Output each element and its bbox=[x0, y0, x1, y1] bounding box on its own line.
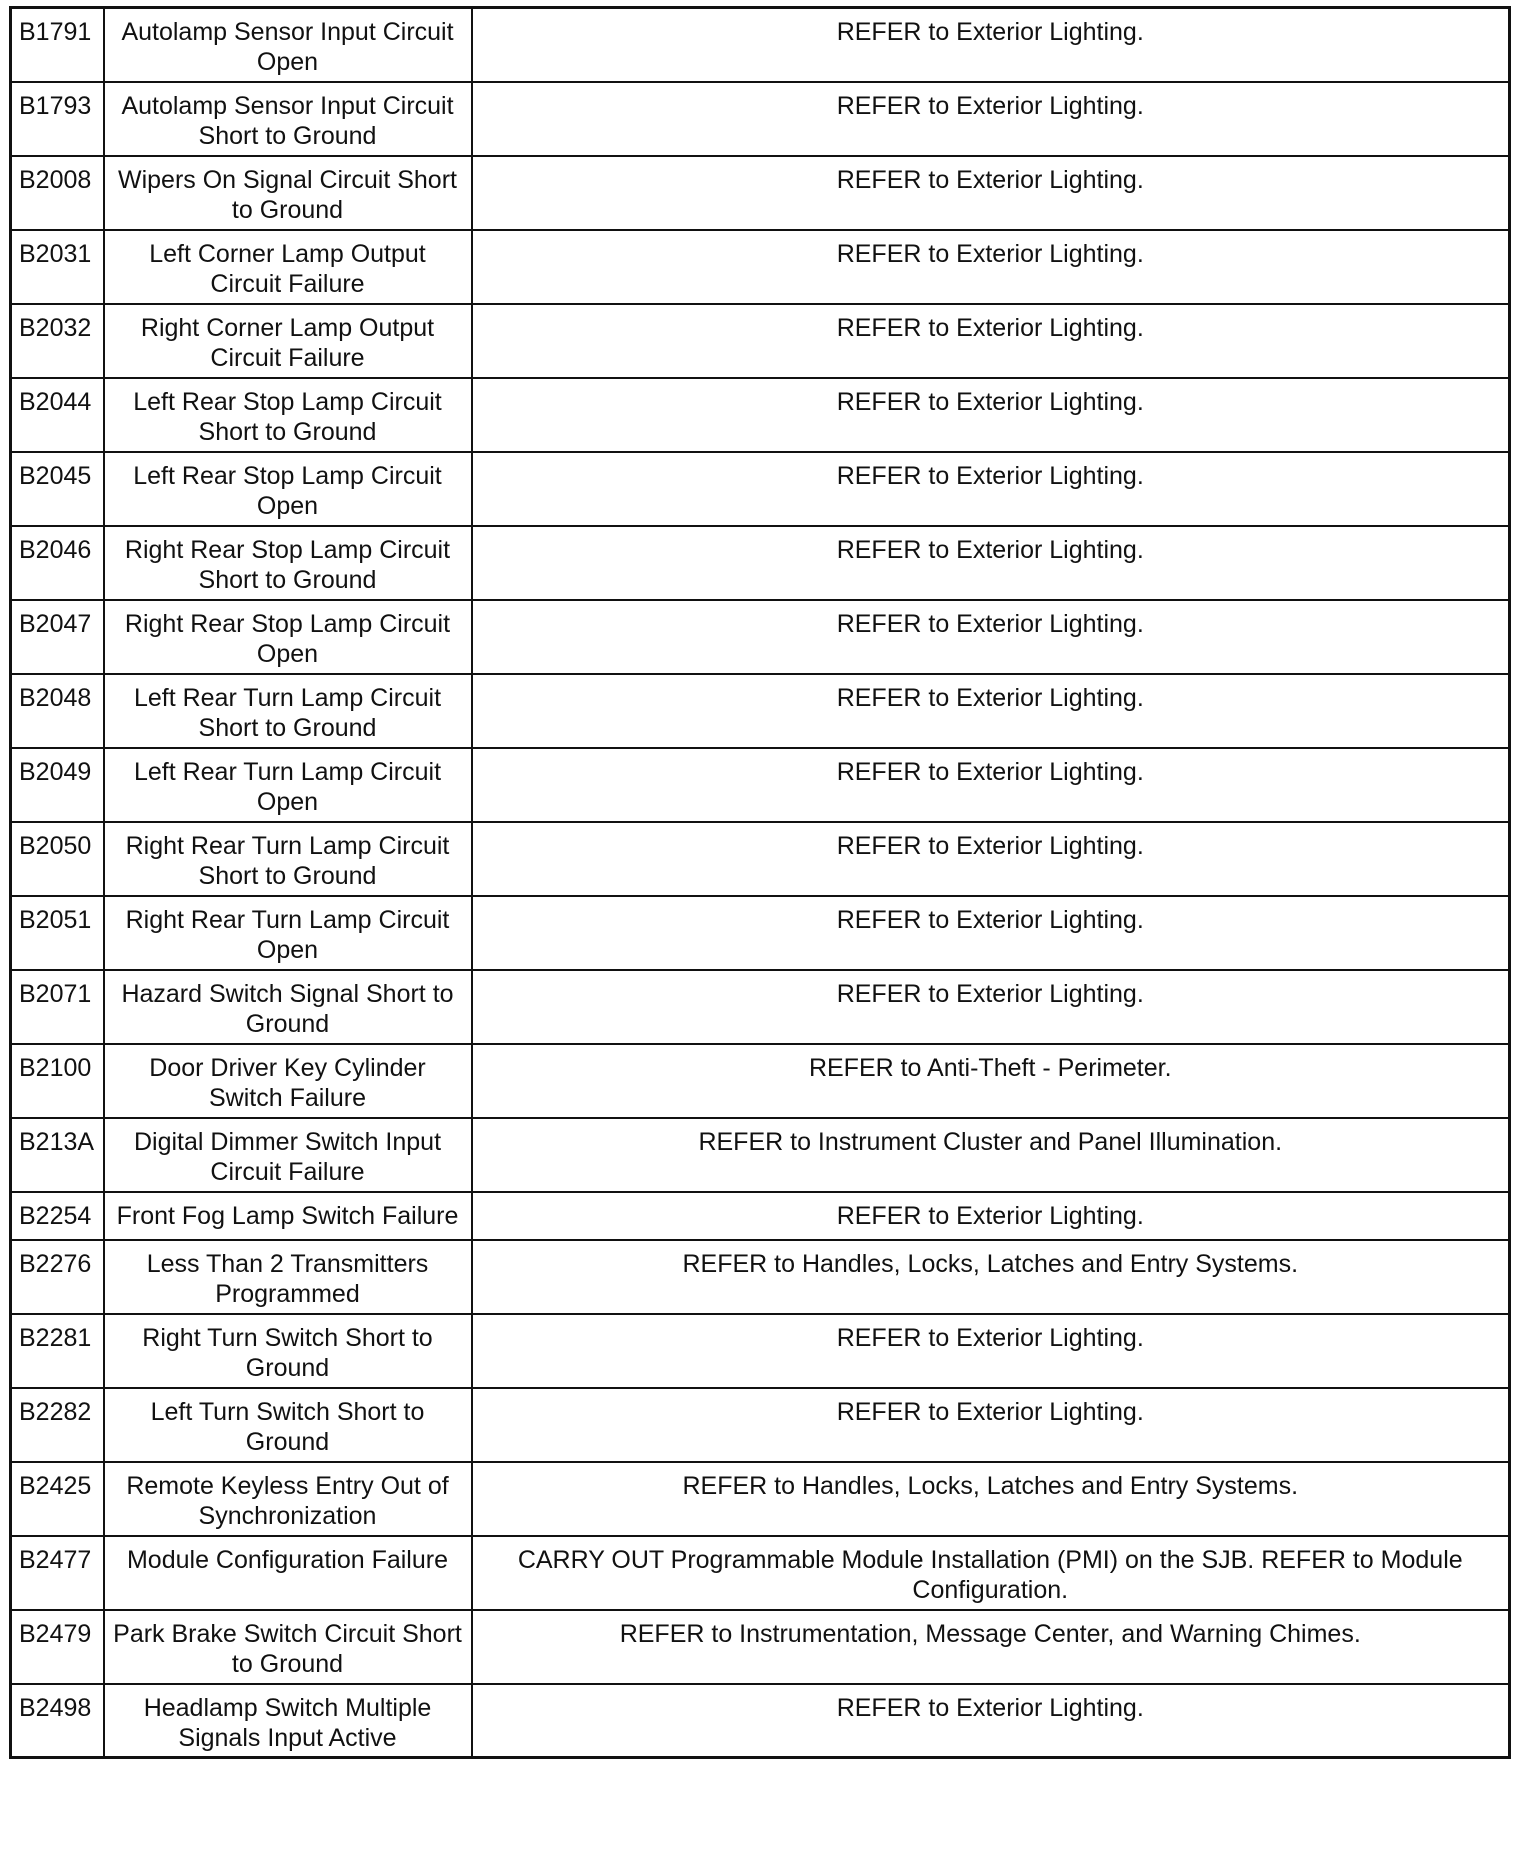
table-row bbox=[11, 896, 1510, 970]
dtc-description-cell: Digital Dimmer Switch Input Circuit Failure bbox=[104, 1118, 472, 1192]
table-row bbox=[11, 1314, 1510, 1388]
dtc-description-cell: Left Rear Stop Lamp Circuit Open bbox=[104, 452, 472, 526]
dtc-action-cell: REFER to Exterior Lighting. bbox=[472, 156, 1510, 230]
dtc-action-cell: REFER to Exterior Lighting. bbox=[472, 452, 1510, 526]
table-row bbox=[11, 526, 1510, 600]
dtc-description-cell: Right Rear Stop Lamp Circuit Short to Ground bbox=[104, 526, 472, 600]
dtc-code-cell: B2047 bbox=[11, 600, 104, 674]
dtc-code-cell: B2031 bbox=[11, 230, 104, 304]
dtc-code-cell: B2276 bbox=[11, 1240, 104, 1314]
dtc-code-cell: B2049 bbox=[11, 748, 104, 822]
table-row bbox=[11, 1610, 1510, 1684]
dtc-action-cell: REFER to Exterior Lighting. bbox=[472, 1684, 1510, 1758]
dtc-action-cell: REFER to Handles, Locks, Latches and Entry Systems. bbox=[472, 1240, 1510, 1314]
dtc-table bbox=[9, 6, 1511, 1759]
table-row bbox=[11, 1388, 1510, 1462]
dtc-code-cell: B2071 bbox=[11, 970, 104, 1044]
dtc-action-cell: REFER to Exterior Lighting. bbox=[472, 1192, 1510, 1240]
dtc-code-cell: B2008 bbox=[11, 156, 104, 230]
dtc-code-cell: B2425 bbox=[11, 1462, 104, 1536]
dtc-code-cell: B2046 bbox=[11, 526, 104, 600]
dtc-description-cell: Autolamp Sensor Input Circuit Open bbox=[104, 8, 472, 82]
dtc-code-cell: B1793 bbox=[11, 82, 104, 156]
dtc-action-cell: REFER to Exterior Lighting. bbox=[472, 896, 1510, 970]
dtc-code-cell: B2282 bbox=[11, 1388, 104, 1462]
dtc-description-cell: Less Than 2 Transmitters Programmed bbox=[104, 1240, 472, 1314]
dtc-description-cell: Right Rear Turn Lamp Circuit Open bbox=[104, 896, 472, 970]
dtc-description-cell: Hazard Switch Signal Short to Ground bbox=[104, 970, 472, 1044]
table-row bbox=[11, 156, 1510, 230]
table-row bbox=[11, 230, 1510, 304]
table-row bbox=[11, 822, 1510, 896]
dtc-code-cell: B2045 bbox=[11, 452, 104, 526]
table-row bbox=[11, 1118, 1510, 1192]
dtc-action-cell: REFER to Exterior Lighting. bbox=[472, 600, 1510, 674]
dtc-code-cell: B2048 bbox=[11, 674, 104, 748]
table-row bbox=[11, 600, 1510, 674]
table-row bbox=[11, 452, 1510, 526]
table-row bbox=[11, 1044, 1510, 1118]
dtc-code-cell: B2254 bbox=[11, 1192, 104, 1240]
dtc-description-cell: Left Rear Stop Lamp Circuit Short to Ground bbox=[104, 378, 472, 452]
dtc-description-cell: Left Rear Turn Lamp Circuit Open bbox=[104, 748, 472, 822]
dtc-description-cell: Front Fog Lamp Switch Failure bbox=[104, 1192, 472, 1240]
dtc-action-cell: CARRY OUT Programmable Module Installation (PMI) on the SJB. REFER to Module Configuration. bbox=[472, 1536, 1510, 1610]
dtc-code-cell: B2050 bbox=[11, 822, 104, 896]
dtc-action-cell: REFER to Exterior Lighting. bbox=[472, 674, 1510, 748]
dtc-description-cell: Headlamp Switch Multiple Signals Input Active bbox=[104, 1684, 472, 1758]
dtc-code-cell: B2044 bbox=[11, 378, 104, 452]
dtc-description-cell: Right Rear Turn Lamp Circuit Short to Ground bbox=[104, 822, 472, 896]
dtc-code-cell: B213A bbox=[11, 1118, 104, 1192]
dtc-action-cell: REFER to Exterior Lighting. bbox=[472, 304, 1510, 378]
dtc-action-cell: REFER to Exterior Lighting. bbox=[472, 82, 1510, 156]
dtc-description-cell: Left Rear Turn Lamp Circuit Short to Ground bbox=[104, 674, 472, 748]
table-row bbox=[11, 1536, 1510, 1610]
dtc-action-cell: REFER to Exterior Lighting. bbox=[472, 1388, 1510, 1462]
dtc-code-cell: B2477 bbox=[11, 1536, 104, 1610]
dtc-code-cell: B2498 bbox=[11, 1684, 104, 1758]
table-row bbox=[11, 748, 1510, 822]
dtc-action-cell: REFER to Exterior Lighting. bbox=[472, 1314, 1510, 1388]
dtc-code-cell: B1791 bbox=[11, 8, 104, 82]
dtc-description-cell: Left Turn Switch Short to Ground bbox=[104, 1388, 472, 1462]
dtc-code-cell: B2051 bbox=[11, 896, 104, 970]
dtc-action-cell: REFER to Instrumentation, Message Center, and Warning Chimes. bbox=[472, 1610, 1510, 1684]
table-row bbox=[11, 378, 1510, 452]
table-row bbox=[11, 8, 1510, 82]
dtc-description-cell: Remote Keyless Entry Out of Synchronization bbox=[104, 1462, 472, 1536]
dtc-description-cell: Park Brake Switch Circuit Short to Ground bbox=[104, 1610, 472, 1684]
dtc-action-cell: REFER to Exterior Lighting. bbox=[472, 230, 1510, 304]
dtc-code-cell: B2100 bbox=[11, 1044, 104, 1118]
dtc-action-cell: REFER to Exterior Lighting. bbox=[472, 748, 1510, 822]
table-row bbox=[11, 1240, 1510, 1314]
dtc-description-cell: Left Corner Lamp Output Circuit Failure bbox=[104, 230, 472, 304]
dtc-action-cell: REFER to Anti-Theft - Perimeter. bbox=[472, 1044, 1510, 1118]
dtc-description-cell: Autolamp Sensor Input Circuit Short to Ground bbox=[104, 82, 472, 156]
dtc-code-cell: B2032 bbox=[11, 304, 104, 378]
dtc-description-cell: Module Configuration Failure bbox=[104, 1536, 472, 1610]
dtc-action-cell: REFER to Exterior Lighting. bbox=[472, 8, 1510, 82]
table-row bbox=[11, 970, 1510, 1044]
dtc-action-cell: REFER to Exterior Lighting. bbox=[472, 822, 1510, 896]
dtc-description-cell: Right Corner Lamp Output Circuit Failure bbox=[104, 304, 472, 378]
dtc-action-cell: REFER to Exterior Lighting. bbox=[472, 526, 1510, 600]
dtc-action-cell: REFER to Exterior Lighting. bbox=[472, 378, 1510, 452]
dtc-code-cell: B2479 bbox=[11, 1610, 104, 1684]
table-row bbox=[11, 674, 1510, 748]
dtc-description-cell: Right Rear Stop Lamp Circuit Open bbox=[104, 600, 472, 674]
dtc-action-cell: REFER to Exterior Lighting. bbox=[472, 970, 1510, 1044]
table-row bbox=[11, 1462, 1510, 1536]
dtc-action-cell: REFER to Instrument Cluster and Panel Illumination. bbox=[472, 1118, 1510, 1192]
dtc-description-cell: Right Turn Switch Short to Ground bbox=[104, 1314, 472, 1388]
table-row bbox=[11, 304, 1510, 378]
dtc-description-cell: Wipers On Signal Circuit Short to Ground bbox=[104, 156, 472, 230]
table-row bbox=[11, 1684, 1510, 1758]
table-row bbox=[11, 1192, 1510, 1240]
dtc-table-body bbox=[11, 8, 1510, 1758]
dtc-description-cell: Door Driver Key Cylinder Switch Failure bbox=[104, 1044, 472, 1118]
table-row bbox=[11, 82, 1510, 156]
dtc-action-cell: REFER to Handles, Locks, Latches and Entry Systems. bbox=[472, 1462, 1510, 1536]
dtc-code-cell: B2281 bbox=[11, 1314, 104, 1388]
